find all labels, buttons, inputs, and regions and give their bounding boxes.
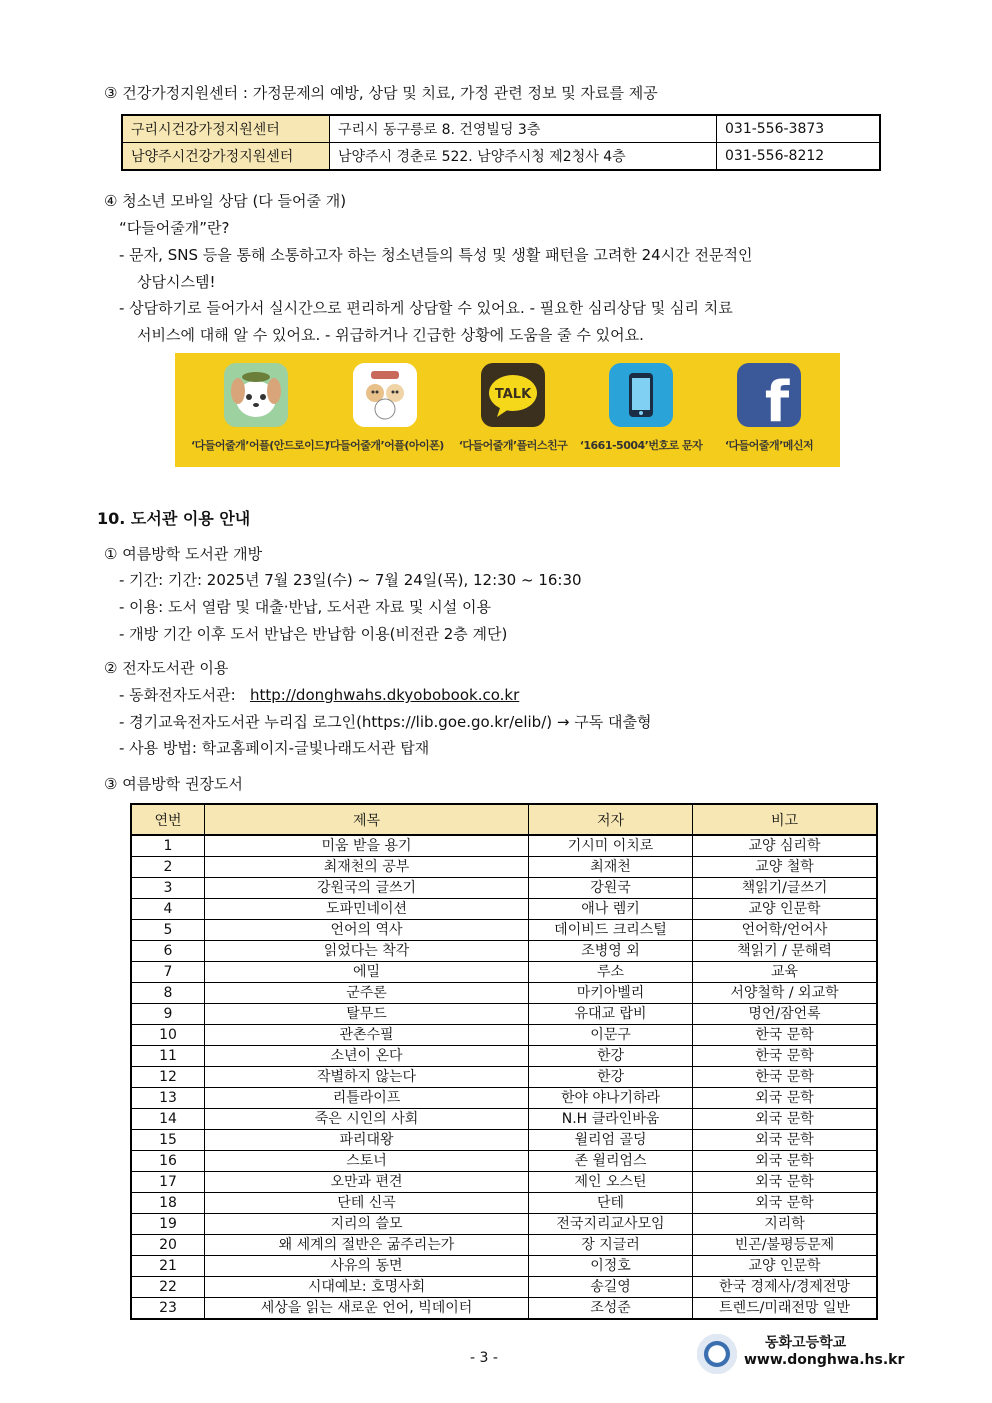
book-note: 교육 [693,962,878,983]
e-library-label: - 동화전자도서관: [119,686,236,704]
book-note: 명언/잠언록 [693,1004,878,1025]
book-note: 한국 경제사/경제전망 [693,1277,878,1298]
book-author: 이정호 [529,1256,693,1277]
book-title: 스토너 [205,1151,529,1172]
table-row [131,1256,877,1277]
book-title: 최재천의 공부 [205,857,529,878]
counsel-channels-banner [175,353,840,467]
book-author: 단테 [529,1193,693,1214]
book-author: 한야 야나기하라 [529,1088,693,1109]
book-number: 1 [131,835,205,857]
book-author: 조성준 [529,1298,693,1320]
book-title: 파리대왕 [205,1130,529,1151]
book-author: 강원국 [529,878,693,899]
library-open-line: - 기간: 기간: 2025년 7월 23일(수) ~ 7월 24일(목), 12:30 ~ 16:30 [119,571,582,589]
book-title: 도파민네이션 [205,899,529,920]
book-author: 윌리엄 골딩 [529,1130,693,1151]
facebook-icon [737,363,801,427]
page-number: - 3 - [470,1350,498,1366]
book-title: 에밀 [205,962,529,983]
book-title: 군주론 [205,983,529,1004]
book-note: 한국 문학 [693,1025,878,1046]
book-number: 18 [131,1193,205,1214]
book-author: 루소 [529,962,693,983]
banner-item[interactable] [448,363,578,453]
mobile-counsel-desc: - 문자, SNS 등을 통해 소통하고자 하는 청소년들의 특성 및 생활 패턴을 고려한 24시간 전문적인 [119,246,753,264]
book-author: 전국지리교사모임 [529,1214,693,1235]
school-name: 동화고등학교 [765,1335,847,1351]
center-phone: 031-556-8212 [717,143,881,171]
book-number: 12 [131,1067,205,1088]
book-title: 단테 신곡 [205,1193,529,1214]
book-note: 외국 문학 [693,1130,878,1151]
column-header: 연번 [131,804,205,835]
book-number: 22 [131,1277,205,1298]
book-note: 외국 문학 [693,1088,878,1109]
book-number: 5 [131,920,205,941]
school-url[interactable]: www.donghwa.hs.kr [744,1352,905,1368]
book-number: 6 [131,941,205,962]
table-row [131,1235,877,1256]
table-row [131,1151,877,1172]
center-address: 구리시 동구릉로 8. 건영빌딩 3층 [330,115,717,143]
recommended-books-heading: ③ 여름방학 권장도서 [104,775,243,793]
cartoon-app-icon [353,363,417,427]
center-heading: ③ 건강가정지원센터 : 가정문제의 예방, 상담 및 치료, 가정 관련 정보 및 자료를 제공 [104,84,658,102]
book-note: 한국 문학 [693,1067,878,1088]
book-title: 리틀라이프 [205,1088,529,1109]
table-row [131,1004,877,1025]
table-row [131,1298,877,1320]
book-author: 이문구 [529,1025,693,1046]
mobile-counsel-desc: 상담시스템! [137,273,216,291]
book-note: 외국 문학 [693,1109,878,1130]
book-note: 교양 인문학 [693,899,878,920]
book-note: 외국 문학 [693,1151,878,1172]
book-number: 2 [131,857,205,878]
family-center-table [121,114,881,171]
book-author: 제인 오스틴 [529,1172,693,1193]
banner-item[interactable] [704,363,834,453]
book-note: 서양철학 / 외교학 [693,983,878,1004]
table-row [122,115,880,143]
library-open-heading: ① 여름방학 도서관 개방 [104,545,263,563]
book-author: 기시미 이치로 [529,835,693,857]
book-title: 강원국의 글쓰기 [205,878,529,899]
kakaotalk-icon-text: TALK [494,387,532,402]
book-author: 최재천 [529,857,693,878]
book-number: 4 [131,899,205,920]
table-row [131,1130,877,1151]
book-title: 읽었다는 착각 [205,941,529,962]
e-library-link[interactable]: http://donghwahs.dkyobobook.co.kr [249,686,520,704]
mobile-counsel-desc: - 상담하기로 들어가서 실시간으로 편리하게 상담할 수 있어요. - 필요한 심리상담 및 심리 치료 [119,299,733,317]
book-title: 미움 받을 용기 [205,835,529,857]
table-row [131,983,877,1004]
table-row [122,143,880,171]
kakaotalk-icon [481,363,545,427]
book-number: 11 [131,1046,205,1067]
book-title: 오만과 편견 [205,1172,529,1193]
table-row [131,835,877,857]
table-row [131,1109,877,1130]
book-number: 21 [131,1256,205,1277]
book-author: N.H 클라인바움 [529,1109,693,1130]
column-header: 제목 [205,804,529,835]
recommended-books-table [130,803,878,1320]
mobile-counsel-what: “다들어줄개”란? [119,219,230,237]
table-header-row [131,804,877,835]
book-author: 한강 [529,1067,693,1088]
facebook-icon-text: f [764,370,790,427]
banner-label: ‘1661-5004’번호로 문자 [579,439,703,452]
banner-label: ‘다들어줄개’어플(아이폰) [326,439,444,452]
table-row [131,920,877,941]
table-row [131,1046,877,1067]
table-row [131,857,877,878]
book-title: 작별하지 않는다 [205,1067,529,1088]
puppy-app-icon [224,363,288,427]
book-number: 15 [131,1130,205,1151]
library-open-line: - 이용: 도서 열람 및 대출·반납, 도서관 자료 및 시설 이용 [119,598,491,616]
column-header: 비고 [693,804,878,835]
book-number: 7 [131,962,205,983]
book-note: 지리학 [693,1214,878,1235]
book-title: 언어의 역사 [205,920,529,941]
book-author: 송길영 [529,1277,693,1298]
book-title: 시대예보: 호명사회 [205,1277,529,1298]
banner-item[interactable] [320,363,450,453]
book-note: 외국 문학 [693,1172,878,1193]
table-row [131,878,877,899]
book-number: 16 [131,1151,205,1172]
book-note: 외국 문학 [693,1193,878,1214]
book-note: 한국 문학 [693,1046,878,1067]
school-logo-icon [697,1334,737,1374]
table-row [131,1172,877,1193]
banner-label: ‘다들어줄개’어플(안드로이드) [191,439,329,452]
table-row [131,941,877,962]
book-number: 17 [131,1172,205,1193]
book-note: 트렌드/미래전망 일반 [693,1298,878,1320]
book-number: 3 [131,878,205,899]
book-author: 장 지글러 [529,1235,693,1256]
center-address: 남양주시 경춘로 522. 남양주시청 제2청사 4층 [330,143,717,171]
book-title: 세상을 읽는 새로운 언어, 빅데이터 [205,1298,529,1320]
e-library-heading: ② 전자도서관 이용 [104,659,229,677]
book-number: 10 [131,1025,205,1046]
banner-label: ‘다들어줄개’플러스친구 [458,439,568,452]
book-title: 지리의 쓸모 [205,1214,529,1235]
book-number: 9 [131,1004,205,1025]
book-number: 20 [131,1235,205,1256]
book-author: 존 윌리엄스 [529,1151,693,1172]
e-library-line: - 경기교육전자도서관 누리집 로그인(https://lib.goe.go.kr/elib/) → 구독 대출형 [119,713,652,731]
smartphone-icon [609,363,673,427]
book-note: 교양 심리학 [693,835,878,857]
book-author: 애나 렘키 [529,899,693,920]
book-number: 19 [131,1214,205,1235]
center-phone: 031-556-3873 [717,115,881,143]
book-title: 관촌수필 [205,1025,529,1046]
table-row [131,1088,877,1109]
banner-item[interactable] [191,363,329,453]
banner-label: ‘다들어줄개’메신저 [724,439,814,452]
column-header: 저자 [529,804,693,835]
center-name: 남양주시건강가정지원센터 [122,143,330,171]
e-library-line: - 사용 방법: 학교홈페이지-글빛나래도서관 탑재 [119,739,430,757]
book-author: 한강 [529,1046,693,1067]
book-number: 23 [131,1298,205,1320]
table-row [131,1214,877,1235]
book-author: 마키아벨리 [529,983,693,1004]
book-note: 언어학/언어사 [693,920,878,941]
table-row [131,1067,877,1088]
book-author: 조병영 외 [529,941,693,962]
book-number: 14 [131,1109,205,1130]
book-note: 책읽기 / 문해력 [693,941,878,962]
book-note: 교양 철학 [693,857,878,878]
book-note: 책읽기/글쓰기 [693,878,878,899]
book-title: 죽은 시인의 사회 [205,1109,529,1130]
table-row [131,1277,877,1298]
book-title: 사유의 동면 [205,1256,529,1277]
e-library-line [119,685,519,705]
book-note: 빈곤/불평등문제 [693,1235,878,1256]
mobile-counsel-desc: 서비스에 대해 알 수 있어요. - 위급하거나 긴급한 상황에 도움을 줄 수 있어요. [137,326,644,344]
table-row [131,899,877,920]
banner-item[interactable] [576,363,706,453]
section-title: 10. 도서관 이용 안내 [97,509,251,528]
book-title: 탈무드 [205,1004,529,1025]
mobile-counsel-heading: ④ 청소년 모바일 상담 (다 들어줄 개) [104,192,347,210]
table-row [131,1193,877,1214]
center-name: 구리시건강가정지원센터 [122,115,330,143]
book-number: 13 [131,1088,205,1109]
library-open-line: - 개방 기간 이후 도서 반납은 반납함 이용(비전관 2층 계단) [119,625,508,643]
book-note: 교양 인문학 [693,1256,878,1277]
book-title: 왜 세계의 절반은 굶주리는가 [205,1235,529,1256]
table-row [131,1025,877,1046]
book-author: 데이비드 크리스털 [529,920,693,941]
book-number: 8 [131,983,205,1004]
book-title: 소년이 온다 [205,1046,529,1067]
table-row [131,962,877,983]
book-author: 유대교 랍비 [529,1004,693,1025]
